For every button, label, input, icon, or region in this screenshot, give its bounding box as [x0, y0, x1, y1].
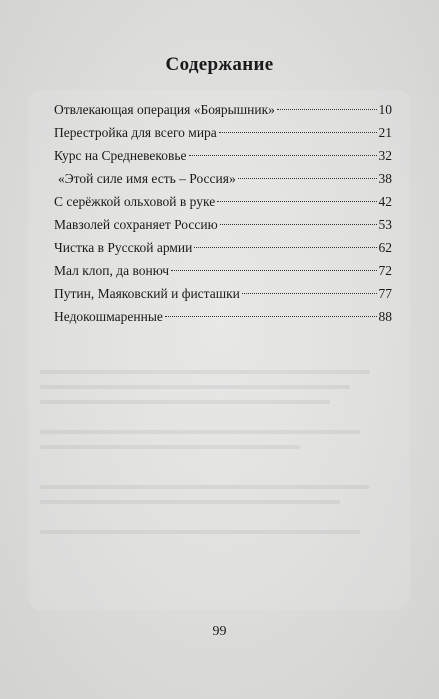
toc-entry-title: «Этой силе имя есть – Россия» — [58, 171, 236, 186]
toc-entry[interactable] — [54, 282, 392, 305]
toc-entry[interactable] — [54, 121, 392, 144]
toc-entry[interactable] — [54, 305, 392, 328]
toc-entry-page: 88 — [378, 309, 392, 324]
toc-entry-page: 32 — [378, 148, 392, 163]
toc-entry-title: Отвлекающая операция «Боярышник» — [54, 102, 275, 117]
bleed-through-line — [40, 370, 370, 374]
page-title: Содержание — [165, 54, 274, 75]
toc-entry-page: 21 — [378, 125, 392, 140]
toc-entry-title: Мал клоп, да вонюч — [54, 263, 170, 278]
bleed-through-line — [40, 400, 330, 404]
toc-entry[interactable] — [54, 236, 392, 259]
toc-entry-title: Курс на Средневековье — [54, 148, 187, 163]
toc-entry-title: С серёжкой ольховой в руке — [54, 194, 216, 209]
page-number: 99 — [212, 624, 227, 639]
bleed-through-line — [40, 530, 360, 534]
toc-entry[interactable] — [54, 213, 392, 236]
dot-leader — [189, 155, 377, 156]
toc-entry-page: 38 — [378, 171, 392, 186]
dot-leader — [220, 224, 377, 225]
table-of-contents — [54, 98, 392, 328]
toc-entry[interactable] — [54, 259, 392, 282]
toc-entry[interactable] — [54, 167, 392, 190]
toc-entry-title: Чистка в Русской армии — [54, 240, 193, 255]
toc-entry-page: 72 — [378, 263, 392, 278]
bleed-through-line — [40, 445, 300, 449]
bleed-through-line — [40, 430, 360, 434]
dot-leader — [217, 201, 376, 202]
toc-entry-page: 10 — [378, 102, 392, 117]
dot-leader — [238, 178, 377, 179]
dot-leader — [165, 316, 377, 317]
toc-entry-page: 77 — [378, 286, 392, 301]
toc-entry[interactable] — [54, 190, 392, 213]
bleed-through-line — [40, 500, 340, 504]
toc-entry-title: Недокошмаренные — [54, 309, 163, 324]
dot-leader — [194, 247, 376, 248]
toc-entry-title: Перестройка для всего мира — [54, 125, 217, 140]
toc-entry-page: 62 — [378, 240, 392, 255]
dot-leader — [277, 109, 377, 110]
dot-leader — [171, 270, 376, 271]
dot-leader — [219, 132, 377, 133]
bleed-through-line — [40, 385, 350, 389]
toc-entry-title: Путин, Маяковский и фисташки — [54, 286, 240, 301]
toc-entry-page: 53 — [378, 217, 392, 232]
bleed-through-line — [40, 485, 370, 489]
toc-entry[interactable] — [54, 144, 392, 167]
toc-entry-title: Мавзолей сохраняет Россию — [54, 217, 218, 232]
toc-entry[interactable] — [54, 98, 392, 121]
toc-entry-page: 42 — [378, 194, 392, 209]
dot-leader — [242, 293, 377, 294]
